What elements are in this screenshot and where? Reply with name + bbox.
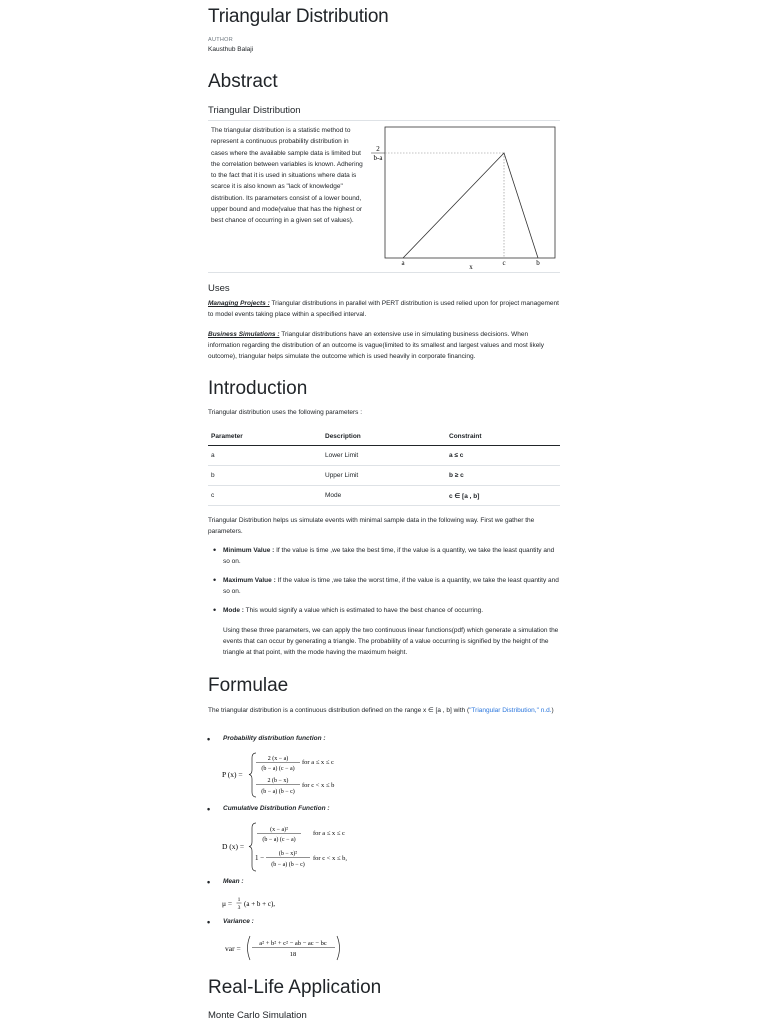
formulae-intro-end: ) — [551, 707, 554, 714]
table-header-row — [208, 427, 560, 446]
formulae-intro-text: The triangular distribution is a continuous distribution defined on the range x ∈ [a , b] with ( — [208, 707, 470, 714]
bullet-text: This would signify a value which is estimated to have the best chance of occurring. — [243, 607, 484, 614]
cdf-bullet — [208, 805, 330, 812]
formulae-heading: Formulae — [208, 675, 289, 696]
abstract-heading: Abstract — [208, 71, 278, 92]
mean-den: 3 — [237, 905, 241, 911]
uses-item-text: Triangular distributions in parallel with PERT distribution is used relied upon for project management to model events taking place within a specified interval. — [208, 300, 559, 318]
abstract-subheading: Triangular Distribution — [208, 105, 301, 116]
pdf-cond2: for c < x ≤ b — [302, 782, 335, 789]
y-label-numerator: 2 — [376, 145, 380, 153]
introduction-lead: Triangular distribution uses the following parameters : — [208, 409, 363, 416]
bullet-label: Minimum Value : — [223, 547, 275, 554]
table-cell: c — [208, 486, 322, 506]
monte-carlo-subheading: Monte Carlo Simulation — [208, 1010, 307, 1021]
pdf-label: Probability distribution function : — [223, 735, 326, 742]
table-cell: c ∈ [a , b] — [446, 486, 560, 506]
citation-link[interactable]: "Triangular Distribution," n.d. — [469, 707, 552, 714]
introduction-closing: Using these three parameters, we can apply the two continuous linear functions(pdf) which generate a simulation the events that can occur by generating a triangle. The probability of a value occurring is signified by the height of the triangle at that point, with the mode having the maximum height. — [223, 627, 559, 656]
bullet-label: Mode : — [223, 607, 244, 614]
figure-frame — [385, 127, 555, 258]
parameter-bullet-list — [208, 545, 560, 616]
real-life-heading: Real-Life Application — [208, 977, 382, 998]
pdf-den2: (b − a) (b − c) — [261, 789, 295, 795]
uses-item-label: Business Simulations : — [208, 331, 280, 338]
variance-formula — [222, 933, 352, 963]
table-header: Description — [322, 427, 446, 446]
mean-formula — [220, 892, 300, 914]
list-item — [208, 545, 560, 567]
list-item — [208, 575, 560, 597]
variance-label: Variance : — [223, 918, 254, 925]
pdf-num2: 2 (b − x) — [267, 778, 289, 784]
table-header: Parameter — [208, 427, 322, 446]
pdf-den1: (b − a) (c − a) — [261, 766, 295, 772]
table-cell: a ≤ c — [446, 446, 560, 466]
table-cell: a — [208, 446, 322, 466]
cdf-den2: (b − a) (b − c) — [271, 862, 305, 868]
introduction-heading: Introduction — [208, 378, 308, 399]
table-cell: Lower Limit — [322, 446, 446, 466]
table-header: Constraint — [446, 427, 560, 446]
bullet-text: If the value is time ,we take the best time, if the value is a quantity, we take the least quantity and so on. — [223, 547, 555, 565]
mean-lhs: μ = — [222, 899, 233, 908]
tick-b: b — [536, 259, 540, 267]
cdf-cond1: for a ≤ x ≤ c — [313, 830, 345, 837]
mean-label: Mean : — [223, 878, 244, 885]
mean-num: 1 — [237, 897, 241, 903]
variance-den: 18 — [289, 951, 297, 958]
tick-c: c — [502, 259, 506, 267]
variance-right-paren — [337, 936, 340, 960]
pdf-brace — [249, 753, 256, 797]
uses-item-label: Managing Projects : — [208, 300, 270, 307]
pdf-formula — [218, 750, 378, 800]
abstract-box — [208, 120, 560, 273]
y-label-denominator: b-a — [373, 154, 383, 162]
cdf-den1: (b − a) (c − a) — [262, 837, 296, 843]
cdf-formula — [218, 820, 388, 874]
table-row — [208, 466, 560, 486]
uses-business-simulations — [208, 329, 560, 362]
author-name: Kausthub Balaji — [208, 46, 254, 53]
bullet-text: If the value is time ,we take the worst time, if the value is a quantity, we take the least quantity and so on. — [223, 577, 559, 595]
uses-item-text: Triangular distributions have an extensive use in simulating business decisions. When information regarding the distribution of an outcome is vague(limited to its smallest and largest values and most likely outcome), triangular helps simulate the outcome which is used heavily in corporate financing. — [208, 331, 545, 360]
cdf-num1: (x − a)² — [270, 827, 288, 833]
variance-num: a² + b² + c² − ab − ac − bc — [259, 940, 327, 947]
pdf-num1: 2 (x − a) — [267, 756, 289, 762]
cdf-lhs: D (x) = — [222, 842, 245, 851]
table-cell: b ≥ c — [446, 466, 560, 486]
variance-bullet — [208, 918, 254, 925]
author-label: AUTHOR — [208, 37, 234, 43]
cdf-label: Cumulative Distribution Function : — [223, 805, 330, 812]
cdf-brace — [249, 823, 256, 871]
formulae-intro — [208, 705, 560, 716]
pdf-bullet — [208, 735, 326, 742]
triangular-distribution-figure — [358, 121, 560, 271]
abstract-text: The triangular distribution is a statistic method to represent a continuous probability distribution in cases where the available sample data is limited but the correlation between variables is known. Adhering to the fact that it is used in situations where data is scarce it is also known as "lack of knowledge" distribution. Its parameters consist of a lower bound, upper bound and mode(value that has the highest or best chance of occurring in a given set of values). — [211, 127, 363, 225]
pdf-lhs: P (x) = — [222, 770, 243, 779]
mean-rhs: (a + b + c), — [244, 900, 276, 908]
cdf-one-minus: 1 − — [255, 854, 265, 862]
bullet-label: Maximum Value : — [223, 577, 276, 584]
table-cell: b — [208, 466, 322, 486]
introduction-paragraph: Triangular Distribution helps us simulate events with minimal sample data in the following way. First we gather the parameters. — [208, 517, 535, 535]
list-item — [208, 605, 560, 616]
table-row — [208, 446, 560, 466]
variance-left-paren — [248, 936, 251, 960]
pdf-cond1: for a ≤ x ≤ c — [302, 759, 334, 766]
table-cell: Mode — [322, 486, 446, 506]
cdf-cond2: for c < x ≤ b, — [313, 855, 347, 862]
parameters-table — [208, 427, 560, 506]
uses-heading: Uses — [208, 283, 230, 294]
table-cell: Upper Limit — [322, 466, 446, 486]
uses-managing-projects — [208, 298, 560, 320]
tick-a: a — [401, 259, 405, 267]
variance-lhs: var = — [225, 944, 241, 953]
cdf-num2: (b − x)² — [278, 851, 298, 857]
page-title: Triangular Distribution — [208, 6, 389, 27]
table-row — [208, 486, 560, 506]
mean-bullet — [208, 878, 244, 885]
x-axis-label: x — [469, 263, 473, 271]
triangle-curve — [403, 153, 538, 258]
